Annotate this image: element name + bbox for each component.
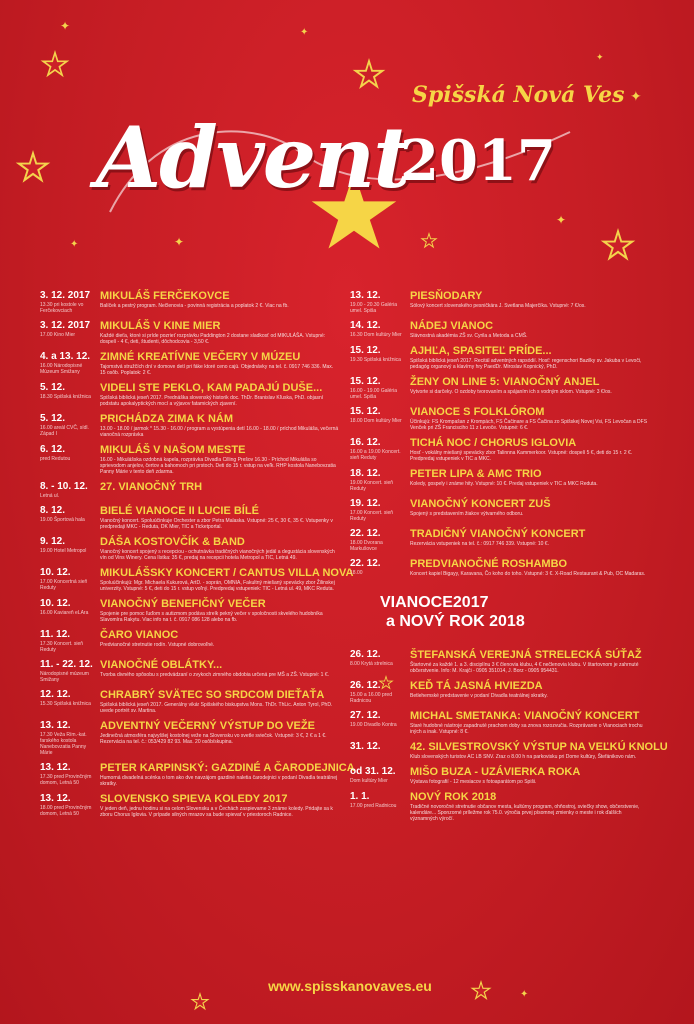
event-date: 13. 12. — [40, 720, 71, 731]
sparkle-icon: ✦ — [60, 19, 71, 33]
event-description: Klub slovenských turistov AC LB SNV. Zraz o 8.00 h na parkovisku pri Dome kultúry, Štefánikovo nám. — [410, 754, 637, 760]
event-description: Rezervácia vstupeniek na tel. č.: 0917 746 339. Vstupné: 10 €. — [410, 541, 549, 547]
event-description: Spoluúčinkujú: Mgr. Michaela Kukurová, ArtD. - soprán, OMNIA, Fakultný miešaný spevácky zbor Žilinskej univerzity. Vstupné: 5 €, deti do 15 r. vstup voľný. Predpredaj vstupeniek: TIC - Letná ul. 49, MKC Reduta. — [100, 580, 335, 592]
newyear-heading-line1: VIANOCE2017 — [380, 594, 489, 611]
event-description: Balíček a pestrý program. Nečlenovia - povinná registrácia a poplatok 2 €. Viac na fb. — [100, 303, 289, 309]
event-item — [40, 290, 340, 314]
event-title: TRADIČNÝ VIANOČNÝ KONCERT — [410, 528, 586, 540]
event-title: VIANOČNÝ KONCERT ZUŠ — [410, 498, 551, 510]
event-date: 3. 12. 2017 — [40, 290, 91, 301]
city-name: Spišská Nová Ves — [412, 82, 625, 108]
event-item — [40, 536, 340, 561]
event-description: Koledy, gospely i známe hity. Vstupné: 10 €. Predaj vstupeniek v TIC a MKC Reduta. — [410, 481, 598, 487]
event-date: 6. 12. — [40, 444, 66, 455]
event-venue: 19.00 - 20.30 Galéria umel. Spiša — [350, 302, 397, 314]
event-description: Tajomstvá stružčích dní v domove detí pri fáke ktoré ceno cajú. Objednávky na tel. č. 0917 746 336. Max. 15 osôb. Poplatok: 2 €. — [100, 364, 334, 376]
event-description: Tradičné novoročné stretnutie občanov mesta, kultúrny program, ohňostroj, sviečky show, občerstvenie, kalendáre... Sponzorné príležme rok 75.0. výročia prvej písomnej zmienky o meste i rok ďalších významných výročí. — [410, 804, 640, 822]
event-description: Výstava fotografií - 12 mesiacov s fotoaparátom po Spiši. — [410, 779, 537, 785]
advent-title: Advent — [96, 108, 411, 207]
event-item — [350, 406, 650, 431]
event-date: 4. a 13. 12. — [40, 351, 91, 362]
event-description: Štartovné za každé 1. a 3. disciplínu 3 € členovia klubu, 4 € nečlenovia klubu. V štartovnom je zahrnuté občerstvenie. Info: M. Krajči - 0905 351014, J. Borz - 0905 954431. — [410, 662, 639, 674]
event-item — [350, 741, 668, 760]
event-venue: Letná ul. — [40, 493, 60, 499]
event-item — [40, 793, 340, 818]
event-title: CHRABRÝ SVÄTEC SO SRDCOM DIEŤAŤA — [100, 689, 325, 701]
event-date: 18. 12. — [350, 468, 381, 479]
event-item — [350, 345, 650, 370]
event-venue: 17.00 pred Radnicou — [350, 803, 397, 809]
event-date: 14. 12. — [350, 320, 381, 331]
event-date: 1. 1. — [350, 791, 370, 802]
sparkle-icon: ✦ — [70, 239, 79, 250]
event-item — [40, 689, 340, 714]
sparkle-icon: ✦ — [556, 213, 567, 227]
event-item — [350, 320, 650, 339]
event-description: Slávnostná akadémia ZŠ sv. Cyrila a Metoda a CMŠ. — [410, 333, 528, 339]
event-title: DÁŠA KOSTOVČÍK & BAND — [100, 536, 245, 548]
event-item — [350, 649, 650, 674]
event-date: 8. - 10. 12. — [40, 481, 88, 492]
event-venue: 17.30 Veža Rím.-kat. farského kostola Nanebovzatia Panny Márie — [40, 732, 87, 756]
event-venue: 19.00 Športová hala — [40, 517, 85, 523]
event-description: Vytvorte si darčeky. O ozdoby tvorovaním a spájaním ich s vodným sklom. Vstupné: 3 €/os. — [410, 389, 612, 395]
star-icon — [352, 58, 386, 92]
event-title: ŠTEFANSKÁ VEREJNÁ STRELECKÁ SÚŤAŽ — [410, 649, 642, 661]
event-title: AJHĽA, SPASITEĽ PRÍDE... — [410, 345, 552, 357]
event-title: NÁDEJ VIANOC — [410, 320, 494, 332]
event-venue: pred Redutou — [40, 456, 71, 462]
event-title: TICHÁ NOC / CHORUS IGLOVIA — [410, 437, 577, 449]
event-date: 27. 12. — [350, 710, 381, 721]
event-venue: Národopisné múzeum Smižany — [40, 671, 89, 683]
event-item — [350, 437, 650, 462]
event-title: VIANOČNÝ BENEFIČNÝ VEČER — [100, 598, 266, 610]
event-venue: 17.00 Koncertná sieň Reduty — [40, 579, 88, 591]
left-column — [40, 290, 355, 824]
event-venue: 15.30 Spišská knižnica — [40, 701, 91, 707]
event-item — [40, 505, 340, 530]
event-date: 13. 12. — [350, 290, 381, 301]
event-date: 16. 12. — [350, 437, 381, 448]
event-date: 10. 12. — [40, 598, 71, 609]
event-venue: 8.00 Krytá strelnica — [350, 661, 393, 667]
event-description: Sólový koncert slovenského pesničkára J. Svetlana Majerčíka. Vstupné: 7 €/os. — [410, 303, 586, 309]
event-venue: 17.00 Kino Mier — [40, 332, 76, 338]
event-item — [350, 791, 650, 822]
event-venue: 17.00 Koncert. sieň Reduty — [350, 510, 394, 522]
sparkle-icon: ✦ — [520, 989, 529, 1000]
event-venue: 16.00 areál CVČ, sídl. Západ I — [40, 425, 89, 437]
event-venue: 19.00 Hotel Metropol — [40, 548, 87, 554]
event-item — [350, 376, 650, 400]
event-description: 16.00 - Mikulášska ozdobná kapela, rozprávka Divadla Cilling Prešov 16.30 - Príchod Mikuláša so sprievodom anjelov, čertov a bahomoch pri prstoch. Deti do 15 r. vstup na veľk. RHP kostola Nanebovzatia Panny Márie v tento deň zdarma. — [100, 457, 336, 475]
event-title: MIKULÁŠ V NAŠOM MESTE — [100, 444, 246, 456]
event-item — [40, 762, 355, 787]
event-description: Jedinečná atmosféra najvyššej kostolnej veže na Slovensku vo svetle sviečok. Vstupné: 3 €, 2 € a 1 €. Rezervácia na tel. č.: 053/429 82 93. Max. 20 osôb/skupina. — [100, 733, 327, 745]
event-title: SLOVENSKO SPIEVA KOLEDY 2017 — [100, 793, 288, 805]
event-item — [40, 413, 340, 438]
event-description: Spišská biblická jeseň 2017. Generálny vikár Spišského biskupstva Mons. ThDr. ThLic. Anton Tyrol, PhD. uvede portrét sv. Martina. — [100, 702, 333, 714]
event-date: 10. 12. — [40, 567, 71, 578]
event-item — [350, 680, 650, 704]
event-description: Každé dieťa, ktoré si príde pozrieť rozprávku Paddington 2 dostane sladkosť od MIKULÁŠA. Vstupné: dospelí - 4 €, deti, študenti, dôchodcovia - 3,50 €. — [100, 333, 326, 345]
event-title: VIANOCE S FOLKLÓROM — [410, 406, 545, 418]
event-title: NOVÝ ROK 2018 — [410, 791, 497, 803]
event-description: Betlehemské predstavenie v podaní Divadla teatrálnej skratky. — [410, 693, 548, 699]
event-venue: 19.00 Divadlo Kontra — [350, 722, 397, 728]
event-title: MIŠO BUZA - UZÁVIERKA ROKA — [410, 766, 581, 778]
event-title: MICHAL SMETANKA: VIANOČNÝ KONCERT — [410, 710, 640, 722]
event-venue: 19.30 Spišská knižnica — [350, 357, 401, 363]
event-item — [40, 320, 340, 345]
advent-year: 2017 — [400, 128, 556, 194]
event-date: 9. 12. — [40, 536, 66, 547]
event-title: VIANOČNÉ OBLÁTKY... — [100, 659, 223, 671]
event-description: Staré hudobné nástroje zapadnuté prachom doby sa znova rozozvučia. Rozprávanie o Vianociach trochu iných a inak. Vstupné: 8 €. — [410, 723, 643, 735]
event-date: od 31. 12. — [350, 766, 396, 777]
event-date: 11. - 22. 12. — [40, 659, 93, 670]
event-item — [40, 598, 340, 623]
event-date: 15. 12. — [350, 376, 381, 387]
event-item — [40, 382, 340, 407]
event-venue: 18.00 Dvorana Markušovce — [350, 540, 383, 552]
event-title: PETER LIPA & AMC TRIO — [410, 468, 542, 480]
event-venue: 16.00 Kaviareň eLAra — [40, 610, 89, 616]
newyear-heading — [380, 593, 650, 631]
event-item — [40, 629, 340, 653]
event-item — [40, 720, 340, 756]
event-item — [40, 567, 354, 592]
event-item — [40, 444, 340, 475]
event-title: BIELÉ VIANOCE II LUCIE BÍLÉ — [100, 505, 259, 517]
sparkle-icon: ✦ — [174, 235, 185, 249]
event-item — [350, 498, 650, 522]
event-title: 27. VIANOČNÝ TRH — [100, 481, 203, 493]
event-date: 13. 12. — [40, 762, 71, 773]
event-description: Koncert kapiel Bigayy, Karavana, Čo koho do toho. Vstupné: 3 €. X-Road Restaurant & Pub, OC Madaras. — [410, 571, 646, 577]
event-venue: 13.30 pri kostole vo Ferčekovciach — [40, 302, 84, 314]
star-icon — [15, 150, 51, 186]
event-date: 15. 12. — [350, 406, 381, 417]
event-date: 22. 12. — [350, 558, 381, 569]
event-title: MIKULÁŠ V KINE MIER — [100, 320, 221, 332]
event-item — [40, 659, 340, 683]
event-description: V jeden deň, jednu hodinu si na celom Slovensku a v Čechách zaspievame 3 známe koledy. Pridajte sa k zboru Chorus Iglovia. V prípade silných mrazov sa bude spievať v priestoroch Radnice. — [100, 806, 333, 818]
star-icon — [600, 228, 636, 264]
event-venue: 17.30 Koncert. sieň Reduty — [40, 641, 84, 653]
event-date: 22. 12. — [350, 528, 381, 539]
event-description: Spišská biblická jeseň 2017. Prednáška slovenský historik doc. ThDr. Branislav Kľuska, PhD. objasní podstatu apokalyptických mocí a výjavov fatamických zjavení. — [100, 395, 324, 407]
header — [0, 0, 694, 290]
event-venue: 18.00 — [350, 570, 363, 576]
event-description: 13.00 - 18.00 / jarmok * 15.30 - 16.00 / program a vystúpenia detí 16.00 - 18.00 / príchod Mikuláša, večerná vianočná rozprávka — [100, 426, 339, 438]
event-date: 13. 12. — [40, 793, 71, 804]
event-item — [40, 481, 340, 499]
event-date: 11. 12. — [40, 629, 71, 640]
event-venue: 17.30 pred Provinčným domom, Letná 50 — [40, 774, 92, 786]
event-date: 5. 12. — [40, 413, 66, 424]
event-description: Tvorba divného spôsobu s predvádzaní o zvykoch zimného obdobia určená pre MŠ a ZŠ. Vstupné: 1 €. — [100, 672, 330, 678]
event-title: ČARO VIANOC — [100, 629, 179, 641]
right-column — [350, 290, 668, 828]
event-description: Humorná divadelná scénka o tom ako dve navzájom gazdiné naletia čarodejnici v podaní Divadla teatrálnej skratky. — [100, 775, 338, 787]
event-venue: 18.00 pred Provinčným domom, Letná 50 — [40, 805, 92, 817]
event-date: 8. 12. — [40, 505, 66, 516]
event-date: 15. 12. — [350, 345, 381, 356]
star-icon — [40, 50, 70, 80]
event-item — [350, 558, 650, 577]
event-title: PIESŇODARY — [410, 290, 483, 302]
event-venue: 16.00 Národopisné Múzeum Smižany — [40, 363, 83, 375]
event-date: 26. 12. — [350, 680, 381, 691]
event-date: 26. 12. — [350, 649, 381, 660]
event-description: Spišská biblická jeseň 2017. Recitál adventných rapsódií. Hosť: regenschori Bazilky sv. Jakuba v Levoči, pedagóg organový a klavírny hry PaedDr. Miroslav Kopnický, PhD. — [410, 358, 642, 370]
event-description: Vianočný koncert. Spoluúčinkuje Orchester a zbor Petra Malaska. Vstupné: 25 €, 30 €, 35 €. Vstupenky v predpredaji MKC - Reduta, DK Mier, TIC a Ticketportal. — [100, 518, 333, 530]
event-item — [350, 710, 650, 735]
event-title: ŽENY ON LINE 5: VIANOČNÝ ANJEL — [410, 376, 600, 388]
event-date: 31. 12. — [350, 741, 381, 752]
event-item — [350, 290, 650, 314]
event-item — [350, 528, 650, 552]
sparkle-icon: ✦ — [596, 53, 604, 63]
star-icon — [420, 232, 438, 250]
event-title: ZIMNÉ KREATÍVNE VEČERY V MÚZEU — [100, 351, 301, 363]
event-description: Účinkujú: FS Krompašan z Krompách, FS Čačinare a FS Čačina zo Spišskej Novej Vsi, FS Levočan a DFS Venček pri ZŠ Francisciho 11 z Levoče. Vstupné: 6 €. — [410, 419, 648, 431]
event-date: 3. 12. 2017 — [40, 320, 91, 331]
event-description: Spojenie pre pomoc ľuďom s autizmom podáva strelk pekný večer v spoločnosti skvelého hudobníka Slavomíra Rakytu. Viac info na t. č. 0917 086 128 alebo na fb. — [100, 611, 323, 623]
event-title: MIKULÁŠ FERČEKOVCE — [100, 290, 230, 302]
star-icon — [470, 980, 492, 1002]
event-title: VIDELI STE PEKLO, KAM PADAJÚ DUŠE... — [100, 382, 323, 394]
star-icon — [190, 992, 210, 1012]
event-description: Spojený s predstavením žiakov výtvarného odboru. — [410, 511, 524, 517]
event-date: 5. 12. — [40, 382, 66, 393]
website-link[interactable]: www.spisskanovaves.eu — [268, 978, 432, 994]
event-title: PREDVIANOČNÉ ROSHAMBO — [410, 558, 568, 570]
newyear-heading-line2: a NOVÝ ROK 2018 — [386, 613, 525, 630]
event-title: KEĎ TÁ JASNÁ HVIEZDA — [410, 680, 543, 692]
event-item — [350, 468, 650, 492]
event-title: MIKULÁŠSKY KONCERT / CANTUS VILLA NOVA — [100, 567, 354, 579]
event-venue: 15.00 a 16.00 pred Radnicou — [350, 692, 392, 704]
sparkle-icon: ✦ — [630, 89, 642, 105]
event-item — [350, 766, 650, 785]
event-venue: 16.00 a 19.00 Koncert. sieň Reduty — [350, 449, 401, 461]
event-venue: 18.00 Dom kultúry Mier — [350, 418, 402, 424]
event-venue: 16.30 Dom kultúry Mier — [350, 332, 402, 338]
event-title: ADVENTNÝ VEČERNÝ VÝSTUP DO VEŽE — [100, 720, 315, 732]
sparkle-icon: ✦ — [300, 27, 309, 38]
event-date: 12. 12. — [40, 689, 71, 700]
event-description: Vianočný koncert spojený s recepciou - ochutnávka tradičných vianočných jedál a degustácia slovenských vín od Vins Winery. Cena lístka: 35 €, predaj na recepcii hotela Metropol a TIC, Letná 49. — [100, 549, 335, 561]
event-title: PRICHÁDZA ZIMA K NÁM — [100, 413, 234, 425]
event-description: Predvianočné stretnutie rodín. Vstupné dobrovoľné. — [100, 642, 215, 648]
event-title: PETER KARPINSKÝ: GAZDINÉ A ČARODEJNICA — [100, 762, 355, 774]
event-description: Hosť - vokálny miešaný spevácky zbor Talinnna Kammerkoor. Vstupné: dospelí 5 €, deti do 15 r. 2 €. Predpredaj vstupeniek v TIC a MKC. — [410, 450, 633, 462]
event-venue: 16.00 - 19.00 Galéria umel. Spiša — [350, 388, 397, 400]
event-venue: Dom kultúry Mier — [350, 778, 388, 784]
event-title: 42. SILVESTROVSKÝ VÝSTUP NA VEĽKÚ KNOLU — [410, 741, 668, 753]
event-venue: 19.00 Koncert. sieň Reduty — [350, 480, 394, 492]
event-venue: 18.30 Spišská knižnica — [40, 394, 91, 400]
event-date: 19. 12. — [350, 498, 381, 509]
event-item — [40, 351, 340, 376]
